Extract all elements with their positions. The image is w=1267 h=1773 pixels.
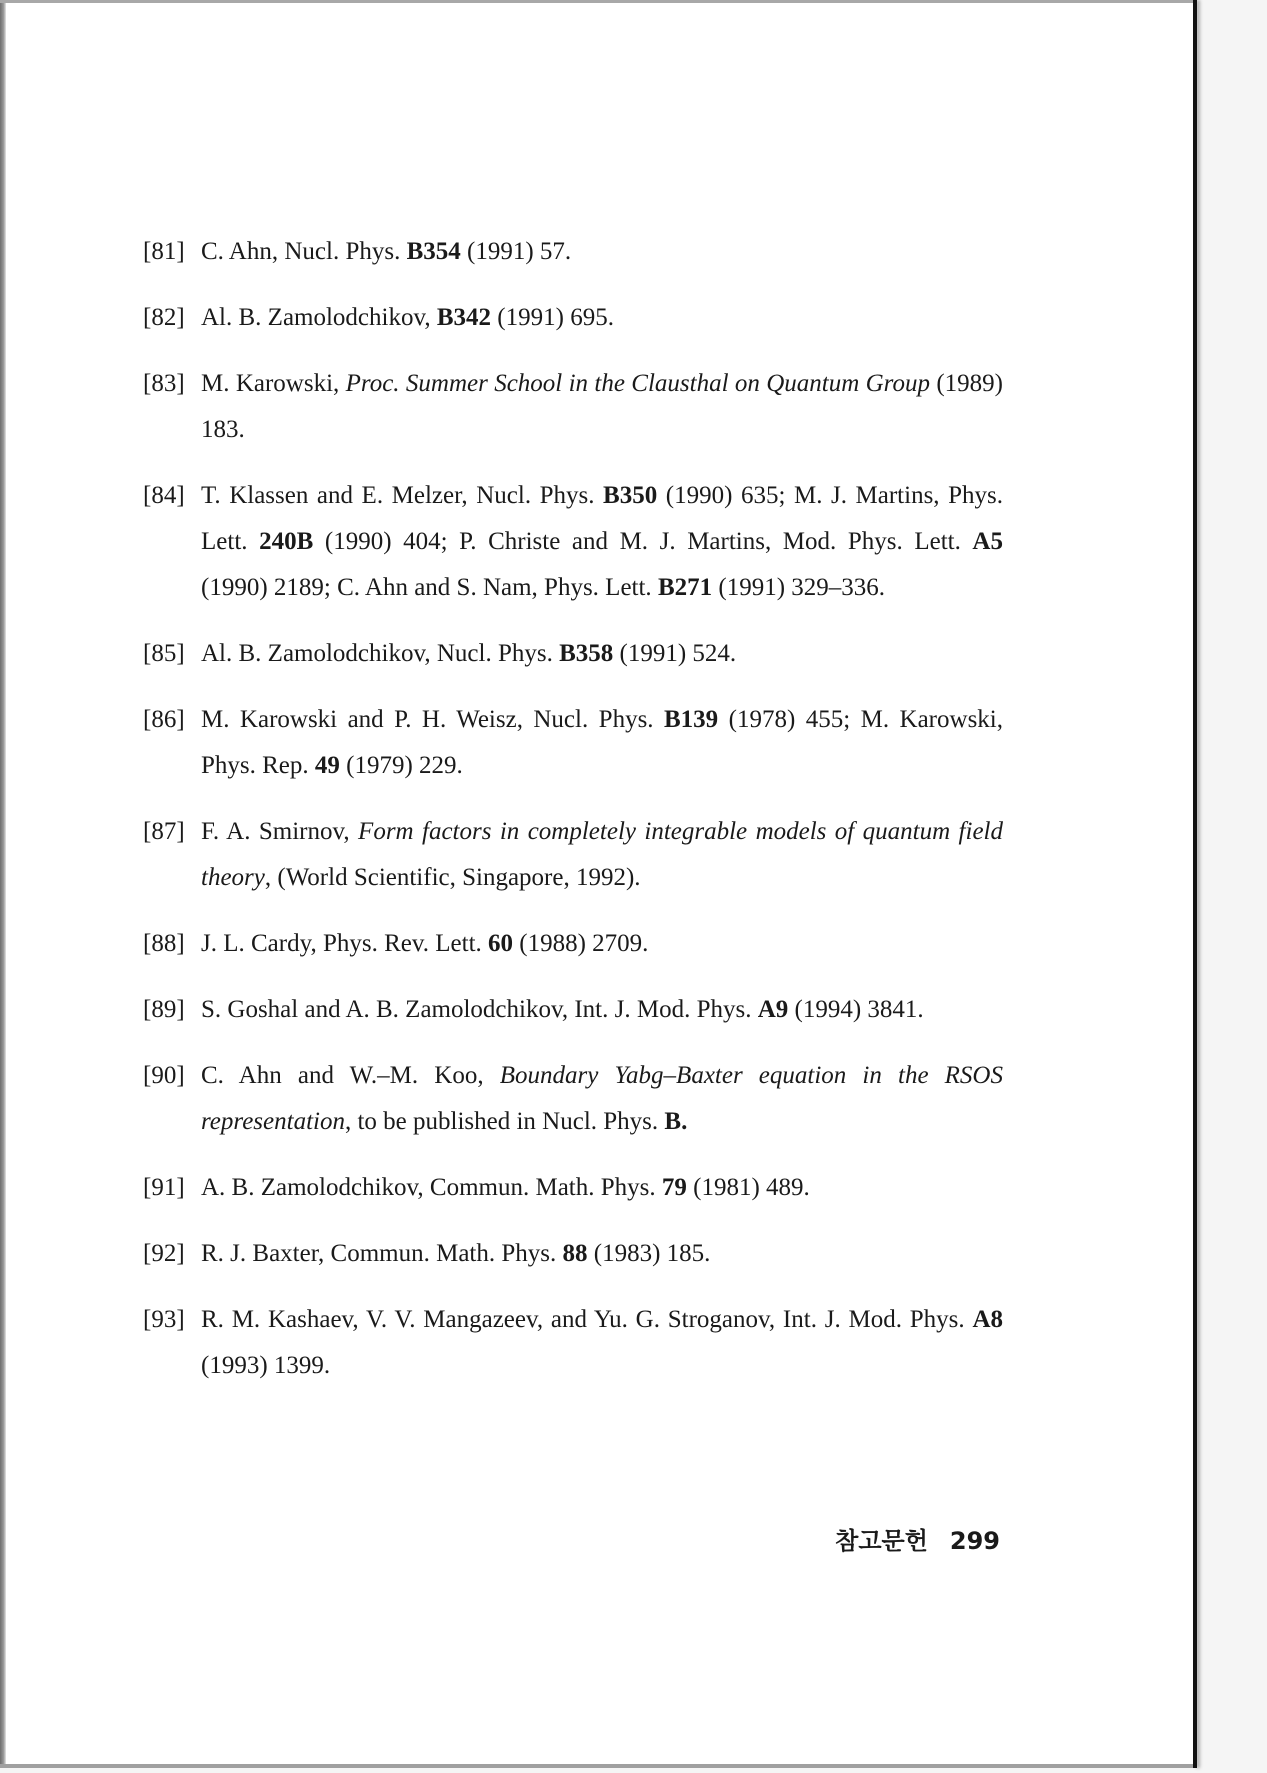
reference-entry xyxy=(143,1231,1003,1277)
volume-number: A8 xyxy=(972,1306,1003,1333)
citation-text: (1978) 455; M. Karowski, Phys. Rep. xyxy=(201,706,1003,779)
volume-number: 79 xyxy=(661,1174,687,1201)
reference-text xyxy=(201,631,1003,677)
reference-list xyxy=(143,229,1003,1409)
citation-text: , to be published in Nucl. Phys. xyxy=(344,1108,665,1135)
title-text: Boundary Yabg–Baxter equation in the RSOS representation xyxy=(201,1062,1003,1135)
citation-text: C. Ahn, Nucl. Phys. xyxy=(201,238,407,265)
volume-number: 240B xyxy=(259,528,314,555)
citation-text: , (World Scientific, Singapore, 1992). xyxy=(264,864,641,891)
reference-entry xyxy=(143,631,1003,677)
volume-number: B358 xyxy=(559,640,614,667)
reference-number: [92] xyxy=(143,1240,185,1267)
reference-text xyxy=(201,361,1003,453)
reference-text xyxy=(201,229,1003,275)
reference-number: [83] xyxy=(143,370,185,397)
reference-entry xyxy=(143,697,1003,789)
citation-text: Al. B. Zamolodchikov, xyxy=(201,304,437,331)
reference-text xyxy=(201,697,1003,789)
reference-text xyxy=(201,809,1003,901)
reference-number: [90] xyxy=(143,1062,185,1089)
reference-number: [84] xyxy=(143,482,185,509)
citation-text: S. Goshal and A. B. Zamolodchikov, Int. J. Mod. Phys. xyxy=(201,996,758,1023)
volume-number: B350 xyxy=(603,482,658,509)
reference-text xyxy=(201,295,1003,341)
citation-text: R. M. Kashaev, V. V. Mangazeev, and Yu. G. Stroganov, Int. J. Mod. Phys. xyxy=(201,1306,973,1333)
page-number: 299 xyxy=(949,1527,1000,1555)
reference-text xyxy=(201,987,1003,1033)
volume-number: B139 xyxy=(664,706,719,733)
reference-number: [93] xyxy=(143,1306,185,1333)
volume-number: B. xyxy=(664,1108,688,1135)
reference-entry xyxy=(143,361,1003,453)
page-footer xyxy=(820,1521,1000,1556)
reference-text xyxy=(201,1165,1003,1211)
citation-text: (1991) 57. xyxy=(460,238,572,265)
citation-text: M. Karowski, xyxy=(201,370,346,397)
volume-number: A5 xyxy=(972,528,1003,555)
reference-number: [91] xyxy=(143,1174,185,1201)
reference-text xyxy=(201,473,1003,611)
volume-number: B271 xyxy=(657,574,713,601)
volume-number: B354 xyxy=(406,238,461,265)
reference-entry xyxy=(143,473,1003,611)
volume-number: 60 xyxy=(488,930,514,957)
reference-number: [87] xyxy=(143,818,185,845)
reference-entry xyxy=(143,229,1003,275)
citation-text: A. B. Zamolodchikov, Commun. Math. Phys. xyxy=(201,1174,662,1201)
volume-number: 88 xyxy=(562,1240,588,1267)
citation-text: R. J. Baxter, Commun. Math. Phys. xyxy=(201,1240,563,1267)
reference-entry xyxy=(143,295,1003,341)
citation-text: F. A. Smirnov, xyxy=(201,818,359,845)
volume-number: B342 xyxy=(436,304,492,331)
reference-number: [86] xyxy=(143,706,185,733)
reference-text xyxy=(201,921,1003,967)
citation-text: (1990) 2189; C. Ahn and S. Nam, Phys. Lett. xyxy=(201,574,658,601)
citation-text: (1988) 2709. xyxy=(513,930,649,957)
page-edge xyxy=(1193,0,1197,1768)
citation-text: (1991) 524. xyxy=(613,640,737,667)
title-text: Form factors in completely integrable models of quantum field theory xyxy=(201,818,1003,891)
footer-section-label: 참고문헌 xyxy=(835,1527,928,1555)
citation-text: J. L. Cardy, Phys. Rev. Lett. xyxy=(201,930,489,957)
reference-number: [81] xyxy=(143,238,185,265)
citation-text: (1991) 329–336. xyxy=(712,574,886,601)
reference-entry xyxy=(143,1297,1003,1389)
reference-text xyxy=(201,1297,1003,1389)
citation-text: (1991) 695. xyxy=(491,304,614,331)
citation-text: (1990) 635; M. J. Martins, Phys. Lett. xyxy=(201,482,1003,555)
citation-text: Al. B. Zamolodchikov, Nucl. Phys. xyxy=(201,640,560,667)
reference-entry xyxy=(143,1053,1003,1145)
reference-entry xyxy=(143,1165,1003,1211)
reference-text xyxy=(201,1053,1003,1145)
citation-text: M. Karowski and P. H. Weisz, Nucl. Phys. xyxy=(201,706,664,733)
citation-text: C. Ahn and W.–M. Koo, xyxy=(201,1062,500,1089)
reference-number: [85] xyxy=(143,640,185,667)
citation-text: T. Klassen and E. Melzer, Nucl. Phys. xyxy=(201,482,604,509)
reference-text xyxy=(201,1231,1003,1277)
reference-number: [82] xyxy=(143,304,185,331)
citation-text: (1979) 229. xyxy=(339,752,463,779)
citation-text: (1990) 404; P. Christe and M. J. Martins, Mod. Phys. Lett. xyxy=(313,528,973,555)
reference-number: [89] xyxy=(143,996,185,1023)
citation-text: (1993) 1399. xyxy=(201,1352,331,1379)
volume-number: 49 xyxy=(314,752,340,779)
reference-entry xyxy=(143,921,1003,967)
volume-number: A9 xyxy=(757,996,789,1023)
reference-entry xyxy=(143,809,1003,901)
citation-text: (1994) 3841. xyxy=(788,996,924,1023)
citation-text: (1981) 489. xyxy=(686,1174,810,1201)
reference-entry xyxy=(143,987,1003,1033)
title-text: Proc. Summer School in the Clausthal on Quantum Group xyxy=(345,370,930,397)
citation-text: (1989) 183. xyxy=(201,370,1003,443)
reference-number: [88] xyxy=(143,930,185,957)
citation-text: (1983) 185. xyxy=(587,1240,711,1267)
